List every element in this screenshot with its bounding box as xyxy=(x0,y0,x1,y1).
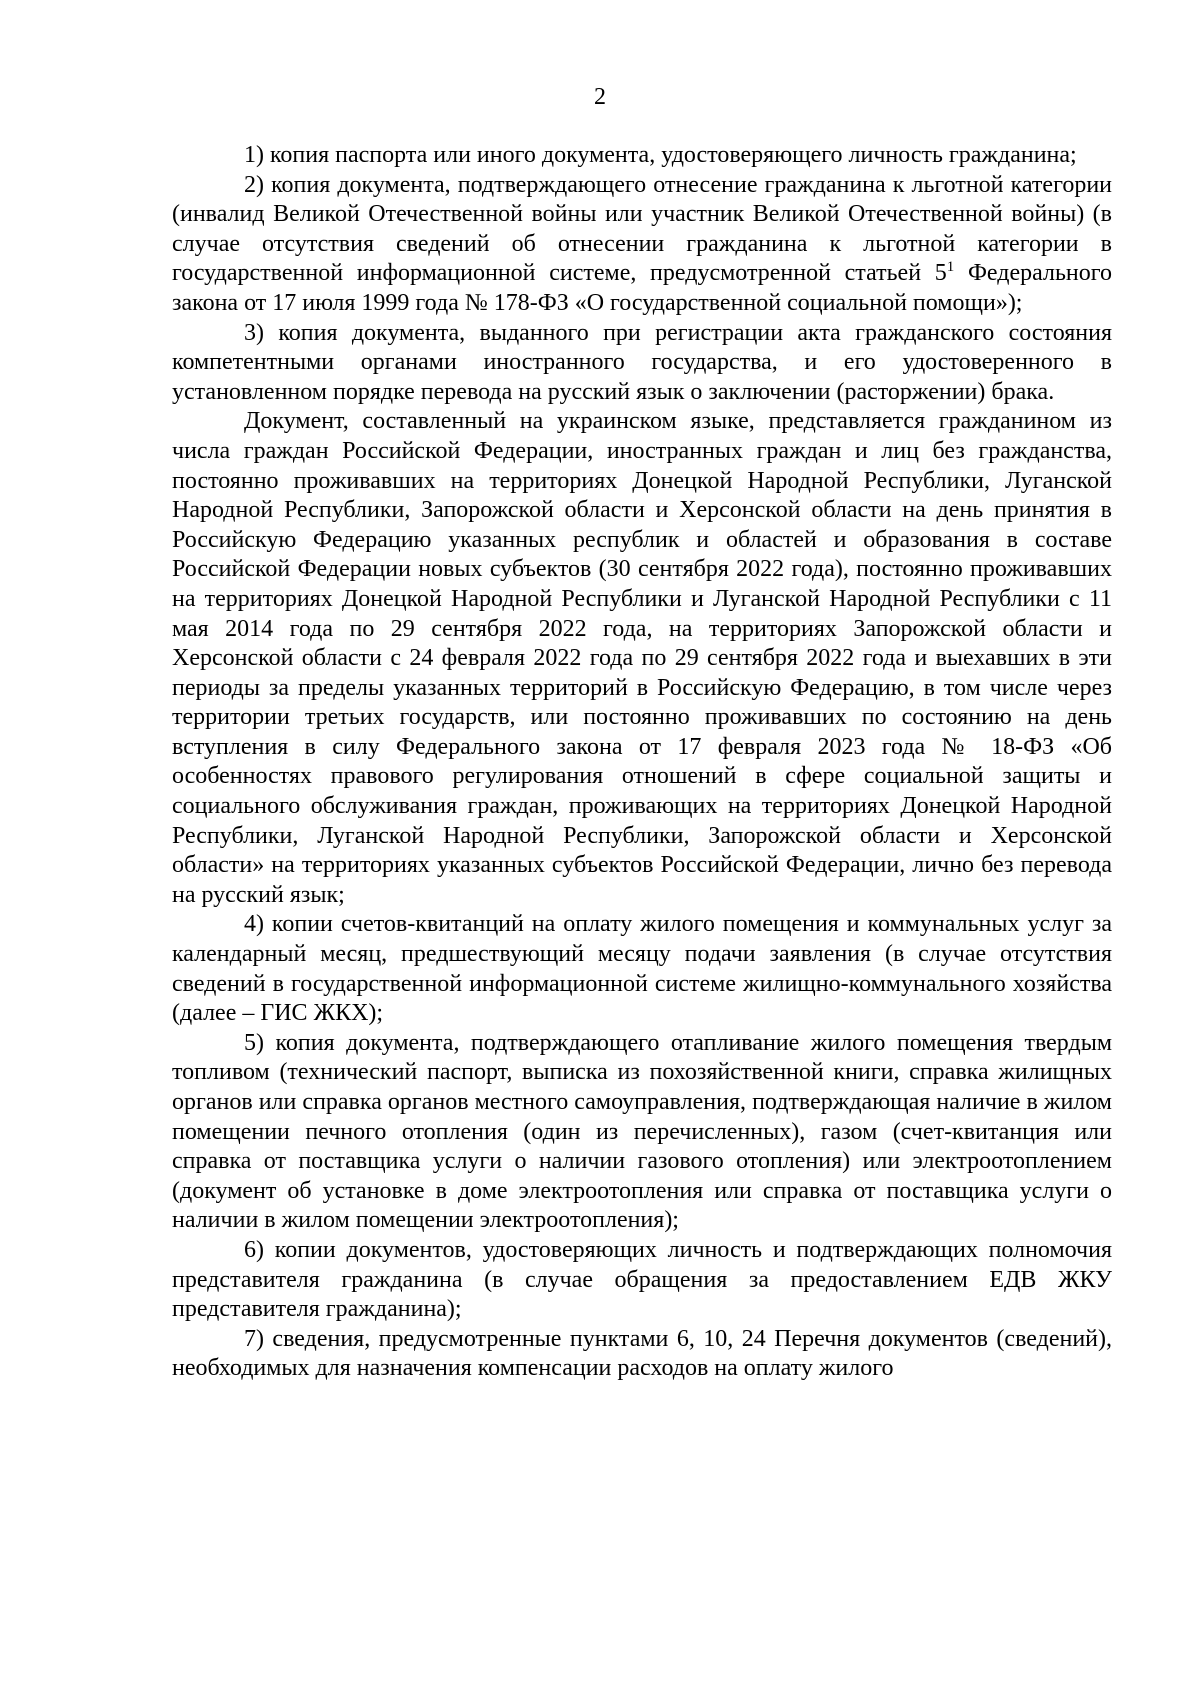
article-superscript: 1 xyxy=(946,259,955,276)
list-item-5: 5) копия документа, подтверждающего отапливание жилого помещения твердым топливом (технический паспорт, выписка из похозяйственной книги, справка жилищных органов или справка органов местного самоуправления, подтверждающая наличие в жилом помещении печного отопления (один из перечисленных), газом (счет-квитанция или справка от поставщика услуги о наличии газового отопления) или электроотоплением (документ об установке в доме электроотопления или справка от поставщика услуги о наличии в жилом помещении электроотопления); xyxy=(172,1029,1112,1234)
list-item-4: 4) копии счетов-квитанций на оплату жилого помещения и коммунальных услуг за календарный месяц, предшествующий месяцу подачи заявления (в случае отсутствия сведений в государственной информационной системе жилищно-коммунального хозяйства (далее – ГИС ЖКХ); xyxy=(172,911,1112,1027)
list-item-2 xyxy=(172,171,1112,319)
list-item-1: 1) копия паспорта или иного документа, удостоверяющего личность гражданина; xyxy=(244,142,1077,168)
page-number: 2 xyxy=(594,84,606,110)
list-item-3: 3) копия документа, выданного при регистрации акта гражданского состояния компетентными органами иностранного государства, и его удостоверенного в установленном порядке перевода на русский язык о заключении (расторжении) брака. xyxy=(172,319,1112,405)
document-body xyxy=(172,141,1112,1384)
list-item-2-text-b: Федерального закона от 17 июля 1999 года № 178-ФЗ «О государственной социальной помощи»); xyxy=(172,260,1112,316)
list-item-6: 6) копии документов, удостоверяющих личность и подтверждающих полномочия представителя гражданина (в случае обращения за предоставлением ЕДВ ЖКУ представителя гражданина); xyxy=(172,1236,1112,1323)
list-item-7: 7) сведения, предусмотренные пунктами 6, 10, 24 Перечня документов (сведений), необходимых для назначения компенсации расходов на оплату жилого xyxy=(172,1325,1112,1382)
list-item-2-text-a: 2) копия документа, подтверждающего отнесение гражданина к льготной категории (инвалид Великой Отечественной войны или участник Великой Отечественной войны) (в случае отсутствия сведений об отнесении гражданина к льготной категории в государственной информационной системе, предусмотренной статьей 5 xyxy=(172,171,1112,287)
paragraph-ukrainian-document: Документ, составленный на украинском языке, представляется гражданином из числа граждан Российской Федерации, иностранных граждан и лиц без гражданства, постоянно проживавших на территориях Донецкой Народной Республики, Луганской Народной Республики, Запорожской области и Херсонской области на день принятия в Российскую Федерацию указанных республик и областей и образования в составе Российской Федерации новых субъектов (30 сентября 2022 года), постоянно проживавших на территориях Донецкой Народной Республики и Луганской Народной Республики с 11 мая 2014 года по 29 сентября 2022 года, на территориях Запорожской области и Херсонской области с 24 февраля 2022 года по 29 сентября 2022 года и выехавших в эти периоды за пределы указанных территорий в Российскую Федерацию, в том числе через территории третьих государств, или постоянно проживавших по состоянию на день вступления в силу Федерального закона от 17 февраля 2023 года № 18-ФЗ «Об особенностях правового регулирования отношений в сфере социальной защиты и социального обслуживания граждан, проживающих на территориях Донецкой Народной Республики, Луганской Народной Республики, Запорожской области и Херсонской области» на территориях указанных субъектов Российской Федерации, лично без перевода на русский язык; xyxy=(172,408,1112,908)
